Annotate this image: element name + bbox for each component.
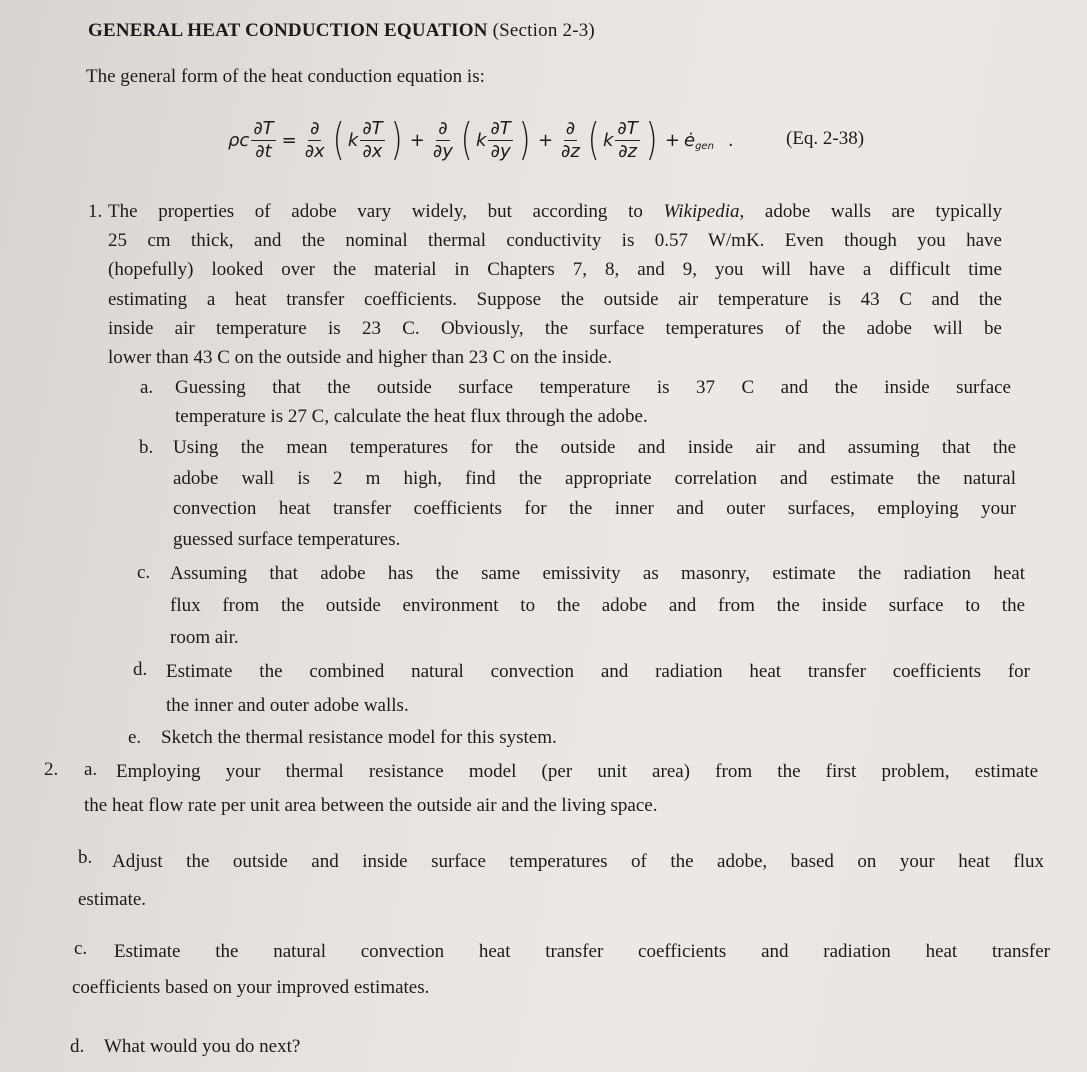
problem-2b-text: Adjust the outside and inside surface temperatures of the adobe, based on your heat flux estimate.: [78, 851, 1044, 910]
problem-1-line-6: lower than 43 C on the outside and higher than 23 C on the inside.: [108, 347, 612, 369]
problem-1b-label: b.: [139, 437, 154, 458]
eq-period: .: [727, 129, 734, 151]
eq-dT-dz: $\frac{\partial T}{\partial z}$: [617, 117, 638, 162]
problem-1-line-5: inside air temperature is 23 C. Obviously, the surface temperatures of the adobe will be: [108, 317, 1002, 339]
problem-2c-label: c.: [74, 938, 88, 959]
problem-1a-text: Guessing that the outside surface temperature is 37 C and the inside surface temperature is 27 C, calculate the heat flux through the adobe.: [175, 377, 1011, 428]
eq-d-dz: $\frac{\partial}{\partial z}$: [561, 117, 580, 162]
intro-text: The general form of the heat conduction equation is:: [86, 66, 485, 87]
problem-1c-label: c.: [137, 562, 151, 583]
title-section: (Section 2-3): [492, 20, 595, 41]
problem-2-number: 2.: [44, 759, 59, 780]
equation-label: (Eq. 2-38): [786, 128, 865, 149]
eq-rho-c: ρc: [228, 129, 250, 151]
problem-1-text: [108, 197, 1002, 372]
eq-d-dy: $\frac{\partial}{\partial y}$: [432, 117, 453, 162]
problem-2d-label: d.: [70, 1036, 85, 1057]
problem-1e-label: e.: [128, 727, 142, 748]
problem-1-number: 1.: [88, 201, 103, 222]
problem-1-line-2: 25 cm thick, and the nominal thermal conductivity is 0.57 W/mK. Even though you have: [108, 230, 1002, 252]
problem-2b-label: b.: [78, 847, 93, 868]
eq-dT-dx: $\frac{\partial T}{\partial x}$: [362, 117, 383, 162]
eq-dT-dy: $\frac{\partial T}{\partial y}$: [490, 117, 511, 162]
problem-2a-label: a.: [84, 759, 98, 780]
problem-1d-label: d.: [133, 659, 148, 680]
problem-2a-text: Employing your thermal resistance model (per unit area) from the first problem, estimate the heat flow rate per unit area between the outside air and the living space.: [84, 761, 1038, 816]
problem-1d-text: Estimate the combined natural convection and radiation heat transfer coefficients for the inner and outer adobe walls.: [166, 661, 1030, 716]
wikipedia-text: Wikipedia: [663, 201, 740, 222]
eq-gen-subscript: gen: [695, 140, 714, 152]
eq-dT-dt: $\frac{\partial T}{\partial t}$: [253, 117, 274, 162]
problem-1c-text: Assuming that adobe has the same emissivity as masonry, estimate the radiation heat flux from the outside environment to the adobe and from the inside surface to the room air.: [170, 563, 1025, 648]
problem-2d-text: What would you do next?: [104, 1036, 301, 1057]
page-title: [88, 20, 595, 42]
eq-d-dx: $\frac{\partial}{\partial x}$: [304, 117, 325, 162]
problem-1e-text: Sketch the thermal resistance model for this system.: [161, 727, 557, 748]
title-main: GENERAL HEAT CONDUCTION EQUATION: [88, 20, 488, 41]
heat-conduction-equation: ρc $\frac{\partial T}{\partial t}$ = $\frac{\partial}{\partial x}$ ( k $\frac{\partial T}{\partial x}$ ) + $\frac{\partial}{\partial y}$ ( k $\frac{\partial T}{\partial y}$ ) + $\frac{\partial}{\partial z}$ ( k $\frac{\partial T}{\partial z}$ ) + ė gen .: [228, 114, 734, 165]
problem-2c-text: Estimate the natural convection heat transfer coefficients and radiation heat transfer coefficients based on your improved estimates.: [72, 941, 1050, 998]
eq-egen: ė: [684, 129, 696, 151]
problem-1-line-1: The properties of adobe vary widely, but according to Wikipedia, adobe walls are typically: [108, 201, 1002, 222]
problem-1-line-4: estimating a heat transfer coefficients. Suppose the outside air temperature is 43 C and the: [108, 288, 1002, 310]
problem-1-line-3: (hopefully) looked over the material in Chapters 7, 8, and 9, you will have a difficult time: [108, 259, 1002, 281]
problem-1a-label: a.: [140, 377, 154, 398]
problem-1b-text: Using the mean temperatures for the outside and inside air and assuming that the adobe wall is 2 m high, find the appropriate correlation and estimate the natural convection heat transfer coefficients for the inner and outer surfaces, employing your guessed surface temperatures.: [173, 437, 1016, 550]
